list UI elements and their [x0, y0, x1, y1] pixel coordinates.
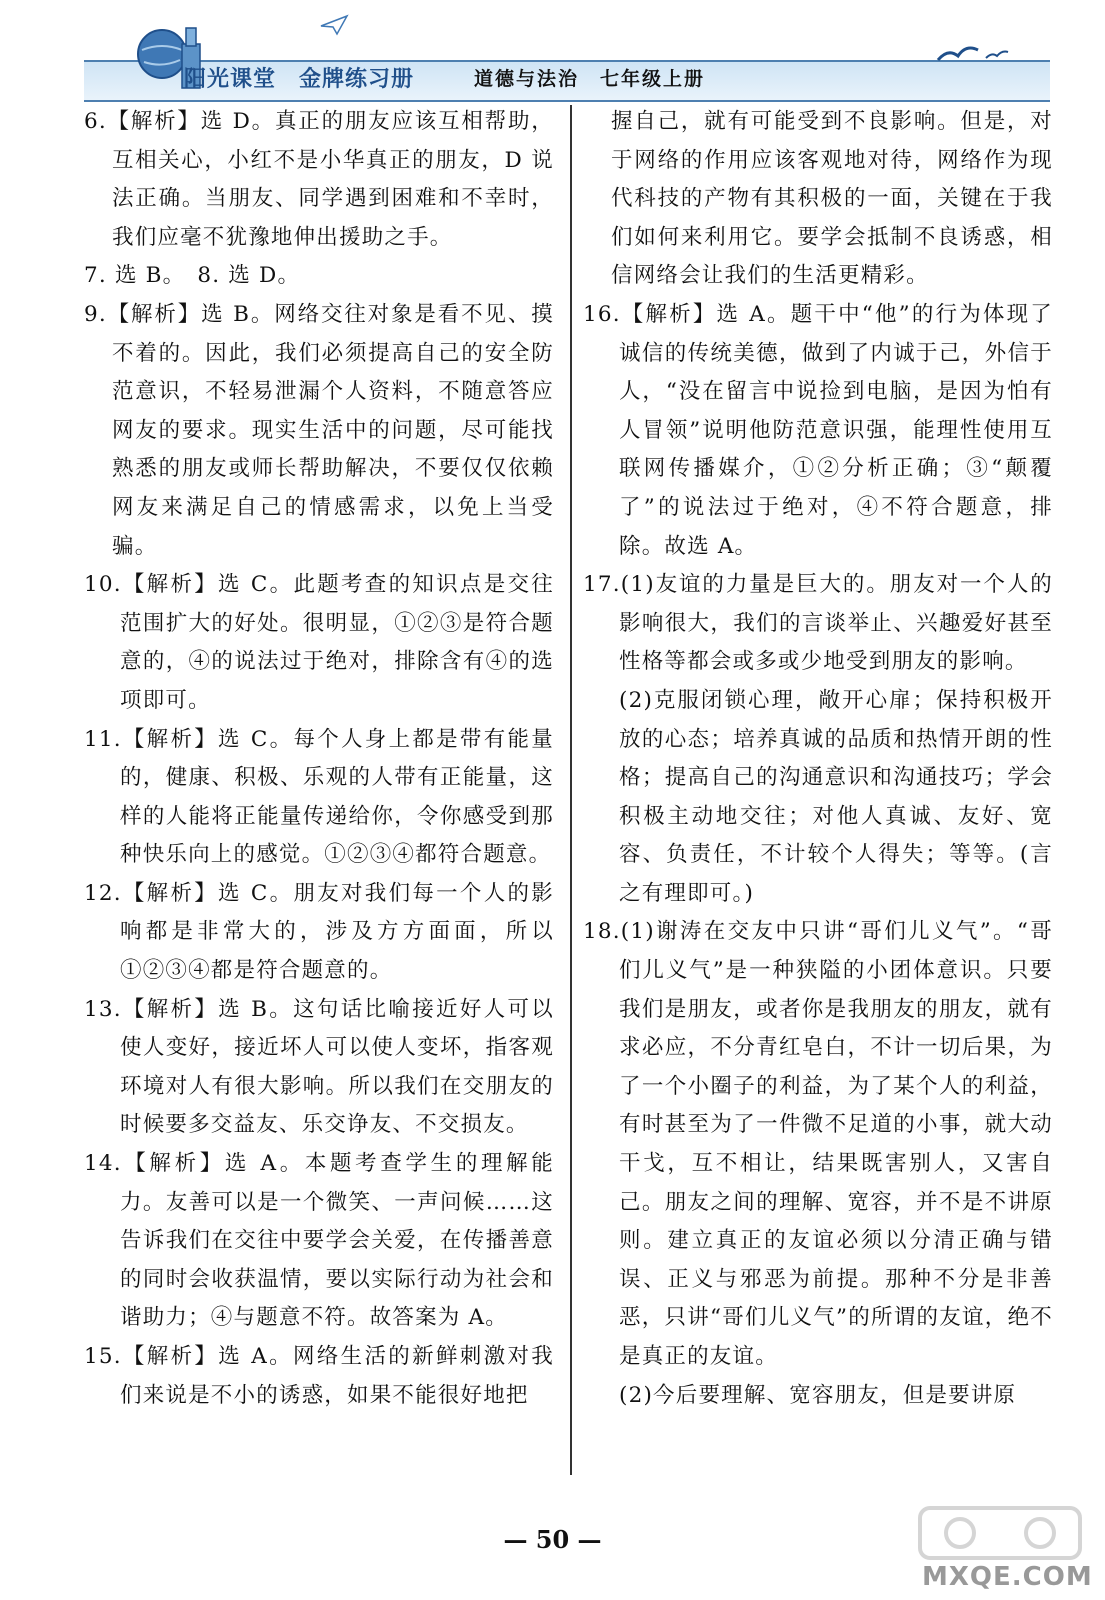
answer-17-part-1: 17.(1)友谊的力量是巨大的。朋友对一个人的影响很大，我们的言谈举止、兴趣爱好甚至性格等都会或多或少地受到朋友的影响。 [583, 572, 1053, 675]
answer-13: 13.【解析】选 B。这句话比喻接近好人可以使人变好，接近坏人可以使人变坏，指客观环境对人有很大影响。所以我们在交朋友的时候要多交益友、乐交诤友、不交损友。 [84, 996, 554, 1138]
paper-plane-icon [319, 14, 349, 36]
column-divider [570, 105, 572, 1475]
answer-7-8: 7. 选 B。 8. 选 D。 [84, 263, 301, 289]
answer-6: 6.【解析】选 D。真正的朋友应该互相帮助，互相关心，小红不是小华真正的朋友，D 说法正确。当朋友、同学遇到困难和不幸时，我们应毫不犹豫地伸出援助之手。 [84, 109, 554, 250]
answer-17-part-2: (2)克服闭锁心理，敞开心扉；保持积极开放的心态；培养真诚的品质和热情开朗的性格；提高自己的沟通意识和沟通技巧；学会积极主动地交往；对他人真诚、友好、宽容、负责任，不计较个人得失；等等。(言之有理即可。) [619, 687, 1053, 906]
header-subject: 道德与法治 七年级上册 [474, 68, 706, 90]
birds-icon [934, 38, 1014, 68]
right-column [583, 103, 1053, 1415]
answer-16: 16.【解析】选 A。题干中“他”的行为体现了诚信的传统美德，做到了内诚于己，外信于人，“没在留言中说捡到电脑，是因为怕有人冒领”说明他防范意识强，能理性使用互联网传播媒介，①②分析正确；③“颠覆了”的说法过于绝对，④不符合题意，排除。故选 A。 [583, 301, 1053, 559]
answer-15-continued: 握自己，就有可能受到不良影响。但是，对于网络的作用应该客观地对待，网络作为现代科技的产物有其积极的一面，关键在于我们如何来利用它。要学会抵制不良诱惑，相信网络会让我们的生活更精彩。 [611, 109, 1053, 289]
answer-9: 9.【解析】选 B。网络交往对象是看不见、摸不着的。因此，我们必须提高自己的安全防范意识，不轻易泄漏个人资料，不随意答应网友的要求。现实生活中的问题，尽可能找熟悉的朋友或师长帮助解决，不要仅仅依赖网友来满足自己的情感需求，以免上当受骗。 [84, 301, 554, 559]
watermark-text: MXQE.COM [922, 1562, 1093, 1592]
header-title: 阳光课堂 金牌练习册 [184, 67, 415, 92]
answer-11: 11.【解析】选 C。每个人身上都是带有能量的，健康、积极、乐观的人带有正能量，这样的人能将正能量传递给你，令你感受到那种快乐向上的感觉。①②③④都符合题意。 [84, 726, 554, 868]
left-column [84, 103, 554, 1415]
answer-10: 10.【解析】选 C。此题考查的知识点是交往范围扩大的好处。很明显，①②③是符合题意的，④的说法过于绝对，排除含有④的选项即可。 [84, 572, 554, 713]
answer-18-part-2: (2)今后要理解、宽容朋友，但是要讲原 [619, 1382, 1017, 1408]
page-header [84, 10, 1050, 98]
answer-14: 14.【解析】选 A。本题考查学生的理解能力。友善可以是一个微笑、一声问候……这告诉我们在交往中要学会关爱，在传播善意的同时会收获温情，要以实际行动为社会和谐助力；④与题意不符。故答案为 A。 [84, 1151, 554, 1331]
page-number: — 50 — [503, 1525, 602, 1554]
answer-15: 15.【解析】选 A。网络生活的新鲜刺激对我们来说是不小的诱惑，如果不能很好地把 [84, 1344, 554, 1408]
answer-12: 12.【解析】选 C。朋友对我们每一个人的影响都是非常大的，涉及方方面面，所以①②③④都是符合题意的。 [84, 880, 554, 984]
answer-18-part-1: 18.(1)谢涛在交友中只讲“哥们儿义气”。“哥们儿义气”是一种狭隘的小团体意识。只要我们是朋友，或者你是我朋友的朋友，就有求必应，不分青红皂白，不计一切后果，为了一个小圈子的利益，为了某个人的利益，有时甚至为了一件微不足道的小事，就大动干戈，互不相让，结果既害别人，又害自己。朋友之间的理解、宽容，并不是不讲原则。建立真正的友谊必须以分清正确与错误、正义与邪恶为前提。那种不分是非善恶，只讲“哥们儿义气”的所谓的友谊，绝不是真正的友谊。 [583, 919, 1053, 1369]
